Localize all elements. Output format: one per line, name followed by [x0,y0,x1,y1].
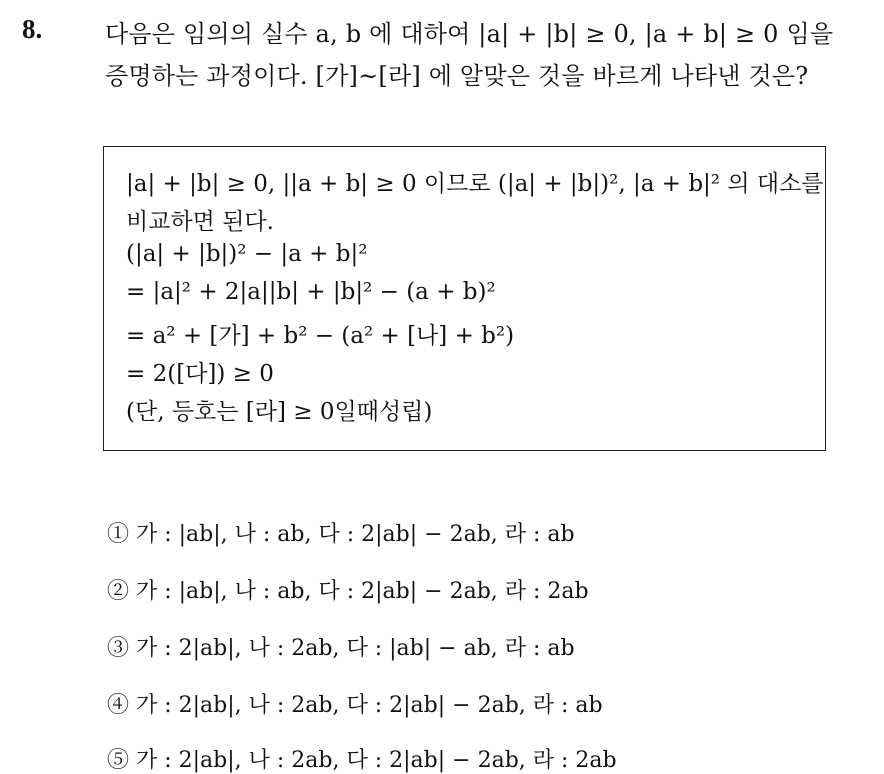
choice-2[interactable]: ② 가 : |ab|, 나 : ab, 다 : 2|ab| − 2ab, 라 : 2ab [107,579,589,604]
question-text-line-1: 다음은 임의의 실수 a, b 에 대하여 |a| + |b| ≥ 0, |a + b| ≥ 0 임을 [105,20,834,48]
proof-line: 비교하면 된다. [126,209,274,235]
proof-line: (|a| + |b|)² − |a + b|² [126,241,368,267]
question-number: 8. [22,14,43,44]
choice-1[interactable]: ① 가 : |ab|, 나 : ab, 다 : 2|ab| − 2ab, 라 : ab [107,522,575,547]
choice-5[interactable]: ⑤ 가 : 2|ab|, 나 : 2ab, 다 : 2|ab| − 2ab, 라 : 2ab [107,748,617,773]
question-text-line-2: 증명하는 과정이다. [가]~[라] 에 알맞은 것을 바르게 나타낸 것은? [105,62,809,90]
proof-box [103,146,826,451]
choice-4[interactable]: ④ 가 : 2|ab|, 나 : 2ab, 다 : 2|ab| − 2ab, 라 : ab [107,693,603,718]
proof-line: = 2([다]) ≥ 0 [126,361,274,387]
proof-line: = |a|² + 2|a||b| + |b|² − (a + b)² [126,279,496,305]
proof-line: = a² + [가] + b² − (a² + [나] + b²) [126,323,515,349]
proof-line: (단, 등호는 [라] ≥ 0일때성립) [126,399,433,425]
proof-line: |a| + |b| ≥ 0, ||a + b| ≥ 0 이므로 (|a| + |b|)², |a + b|² 의 대소를 [126,171,824,197]
choice-3[interactable]: ③ 가 : 2|ab|, 나 : 2ab, 다 : |ab| − ab, 라 : ab [107,636,575,661]
